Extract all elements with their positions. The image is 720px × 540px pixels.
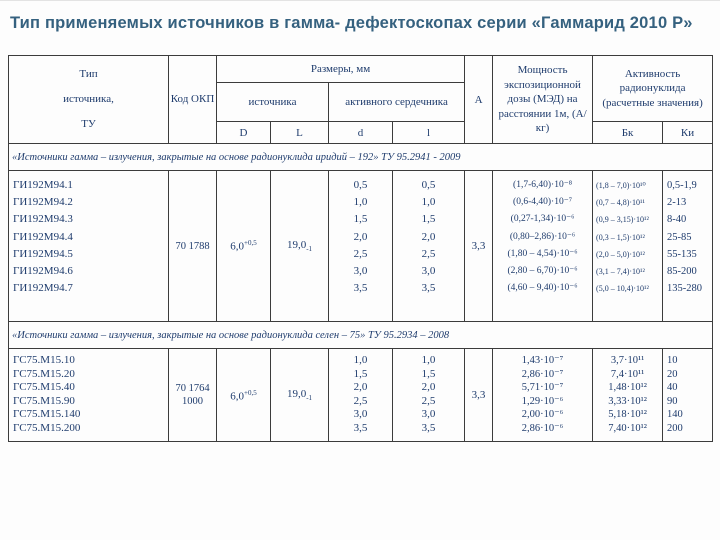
iridium-core-l-cell: 0,5 1,0 1,5 2,0 2,5 3,0 3,5 xyxy=(393,171,465,322)
col-header-okp-code: Код ОКП xyxy=(169,56,217,144)
section-selenium-caption-row xyxy=(9,322,713,349)
col-header-D: D xyxy=(217,122,271,144)
section-iridium-caption: «Источники гамма – излучения, закрытые на основе радионуклида иридий – 192» ТУ 95.2941 - 2009 xyxy=(9,144,713,171)
section-selenium-data-row xyxy=(9,349,713,442)
col-header-type-line3: ТУ xyxy=(81,118,96,130)
col-header-dimensions: Размеры, мм xyxy=(217,56,465,83)
col-header-source-dims: источника xyxy=(217,83,329,122)
col-header-dose-rate: Мощность экспозиционной дозы (МЭД) на расстоянии 1м, (А/кг) xyxy=(493,56,593,144)
selenium-a-cell: 3,3 xyxy=(465,349,493,442)
col-header-L: L xyxy=(271,122,329,144)
iridium-dose-rate-cell: (1,7-6,40)·10⁻⁸ (0,6-4,40)·10⁻⁷ (0,27-1,34)·10⁻⁶ (0,80–2,86)·10⁻⁶ (1,80 – 4,54)·10⁻⁶ (2,80 – 6,70)·10⁻⁶ (4,60 – 9,40)·10⁻⁶ xyxy=(493,171,593,322)
iridium-length-cell: $19,0_{-1}$ xyxy=(271,171,329,322)
selenium-dose-rate-cell: 1,43·10⁻⁷ 2,86·10⁻⁷ 5,71·10⁻⁷ 1,29·10⁻⁶ 2,00·10⁻⁶ 2,86·10⁻⁶ xyxy=(493,349,593,442)
iridium-okp-cell: 70 1788 xyxy=(169,171,217,322)
section-selenium-caption: «Источники гамма – излучения, закрытые на основе радионуклида селен – 75» ТУ 95.2934 – 2008 xyxy=(9,322,713,349)
iridium-a-cell: 3,3 xyxy=(465,171,493,322)
col-header-d: d xyxy=(329,122,393,144)
sources-table xyxy=(8,55,713,442)
iridium-type-cell: ГИ192М94.1 ГИ192М94.2 ГИ192М94.3 ГИ192М94.4 ГИ192М94.5 ГИ192М94.6 ГИ192М94.7 xyxy=(9,171,169,322)
iridium-core-d-cell: 0,5 1,0 1,5 2,0 2,5 3,0 3,5 xyxy=(329,171,393,322)
iridium-activity-bq-cell: (1,8 – 7,0)·10¹⁰ (0,7 – 4,8)·10¹¹ (0,9 – 3,15)·10¹² (0,3 – 1,5)·10¹² (2,0 – 5,0)·10¹² (3,1 – 7,4)·10¹² (5,0 – 10,4)·10¹² xyxy=(593,171,663,322)
section-iridium-caption-row xyxy=(9,144,713,171)
selenium-length-cell: $19,0_{-1}$ xyxy=(271,349,329,442)
col-header-curie: Ки xyxy=(663,122,713,144)
col-header-activity: Активность радионуклида (расчетные значения) xyxy=(593,56,713,122)
selenium-core-d-cell: 1,0 1,5 2,0 2,5 3,0 3,5 xyxy=(329,349,393,442)
selenium-diameter-cell: $6,0^{+0,5}$ xyxy=(217,349,271,442)
col-header-source-type xyxy=(9,56,169,144)
page-title: Тип применяемых источников в гамма- дефектоскопах серии «Гаммарид 2010 Р» xyxy=(10,14,693,32)
selenium-activity-ci-cell: 10 20 40 90 140 200 xyxy=(663,349,713,442)
col-header-a: А xyxy=(465,56,493,144)
selenium-activity-bq-cell: 3,7·10¹¹ 7,4·10¹¹ 1,48·10¹² 3,33·10¹² 5,18·10¹² 7,40·10¹² xyxy=(593,349,663,442)
header-row-1 xyxy=(9,56,713,83)
col-header-type-line1: Тип xyxy=(79,68,98,80)
col-header-becquerel: Бк xyxy=(593,122,663,144)
col-header-type-line2: источника, xyxy=(63,93,114,105)
selenium-type-cell: ГС75.М15.10 ГС75.М15.20 ГС75.М15.40 ГС75.М15.90 ГС75.М15.140 ГС75.М15.200 xyxy=(9,349,169,442)
iridium-diameter-cell: $6,0^{+0,5}$ xyxy=(217,171,271,322)
section-iridium-data-row xyxy=(9,171,713,322)
col-header-l: l xyxy=(393,122,465,144)
selenium-core-l-cell: 1,0 1,5 2,0 2,5 3,0 3,5 xyxy=(393,349,465,442)
selenium-okp-cell: 70 1764 1000 xyxy=(169,349,217,442)
iridium-activity-ci-cell: 0,5-1,9 2-13 8-40 25-85 55-135 85-200 135-280 xyxy=(663,171,713,322)
col-header-core-dims: активного сердечника xyxy=(329,83,465,122)
